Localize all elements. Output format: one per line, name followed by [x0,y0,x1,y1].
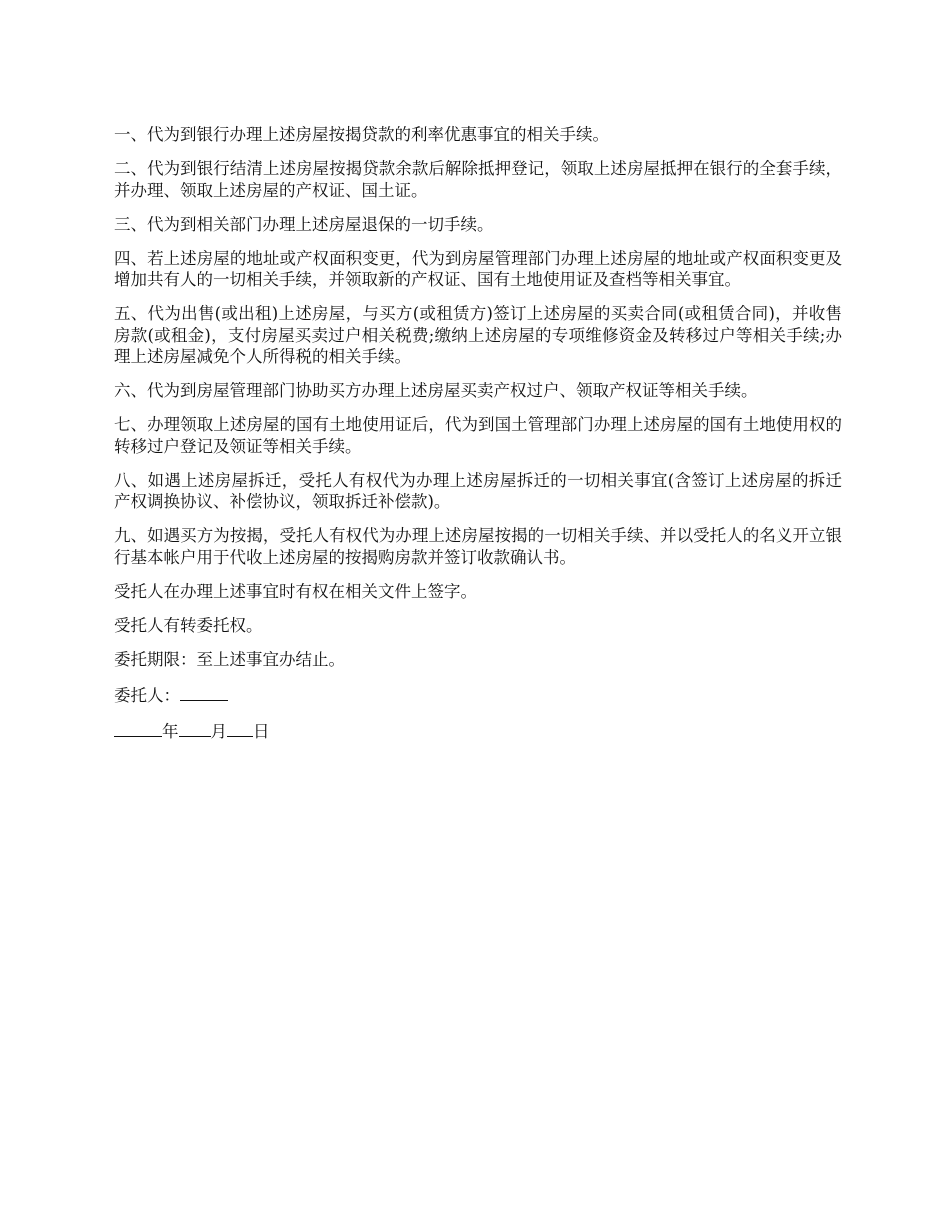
item-3: 三、代为到相关部门办理上述房屋退保的一切手续。 [114,214,494,234]
month-label: 月 [210,721,227,741]
item-8: 八、如遇上述房屋拆迁，受托人有权代为办理上述房屋拆迁的一切相关事宜(含签订上述房屋的拆迁产权调换协议、补偿协议，领取拆迁补偿款)。 [114,470,842,511]
item-4: 四、若上述房屋的地址或产权面积变更，代为到房屋管理部门办理上述房屋的地址或产权面积变更及增加共有人的一切相关手续，并领取新的产权证、国有土地使用证及查档等相关事宜。 [114,248,842,289]
term: 委托期限：至上述事宜办结止。 [114,649,345,669]
principal-signature-blank [180,683,228,701]
date-line [114,719,842,743]
item-9: 九、如遇买方为按揭，受托人有权代为办理上述房屋按揭的一切相关手续、并以受托人的名义开立银行基本帐户用于代收上述房屋的按揭购房款并签订收款确认书。 [114,526,842,567]
sub-delegation: 受托人有转委托权。 [114,615,263,635]
day-label: 日 [253,721,270,741]
document-body [114,124,842,755]
item-1: 一、代为到银行办理上述房屋按揭贷款的利率优惠事宜的相关手续。 [114,125,609,144]
principal-line [114,683,842,707]
year-blank [114,719,162,737]
year-label: 年 [162,721,179,741]
item-2: 二、代为到银行结清上述房屋按揭贷款余款后解除抵押登记，领取上述房屋抵押在银行的全套手续，并办理、领取上述房屋的产权证、国土证。 [114,159,842,200]
item-7: 七、办理领取上述房屋的国有土地使用证后，代为到国土管理部门办理上述房屋的国有土地使用权的转移过户登记及领证等相关手续。 [114,415,842,456]
item-5: 五、代为出售(或出租)上述房屋，与买方(或租赁方)签订上述房屋的买卖合同(或租赁合同)，并收售房款(或租金)，支付房屋买卖过户相关税费;缴纳上述房屋的专项维修资金及转移过户等相关手续;办理上述房屋减免个人所得税的相关手续。 [114,304,842,366]
principal-label: 委托人： [114,685,180,705]
month-blank [179,719,211,737]
signing-authority: 受托人在办理上述事宜时有权在相关文件上签字。 [114,581,477,601]
item-6: 六、代为到房屋管理部门协助买方办理上述房屋买卖产权过户、领取产权证等相关手续。 [114,381,758,400]
day-blank [227,719,253,737]
